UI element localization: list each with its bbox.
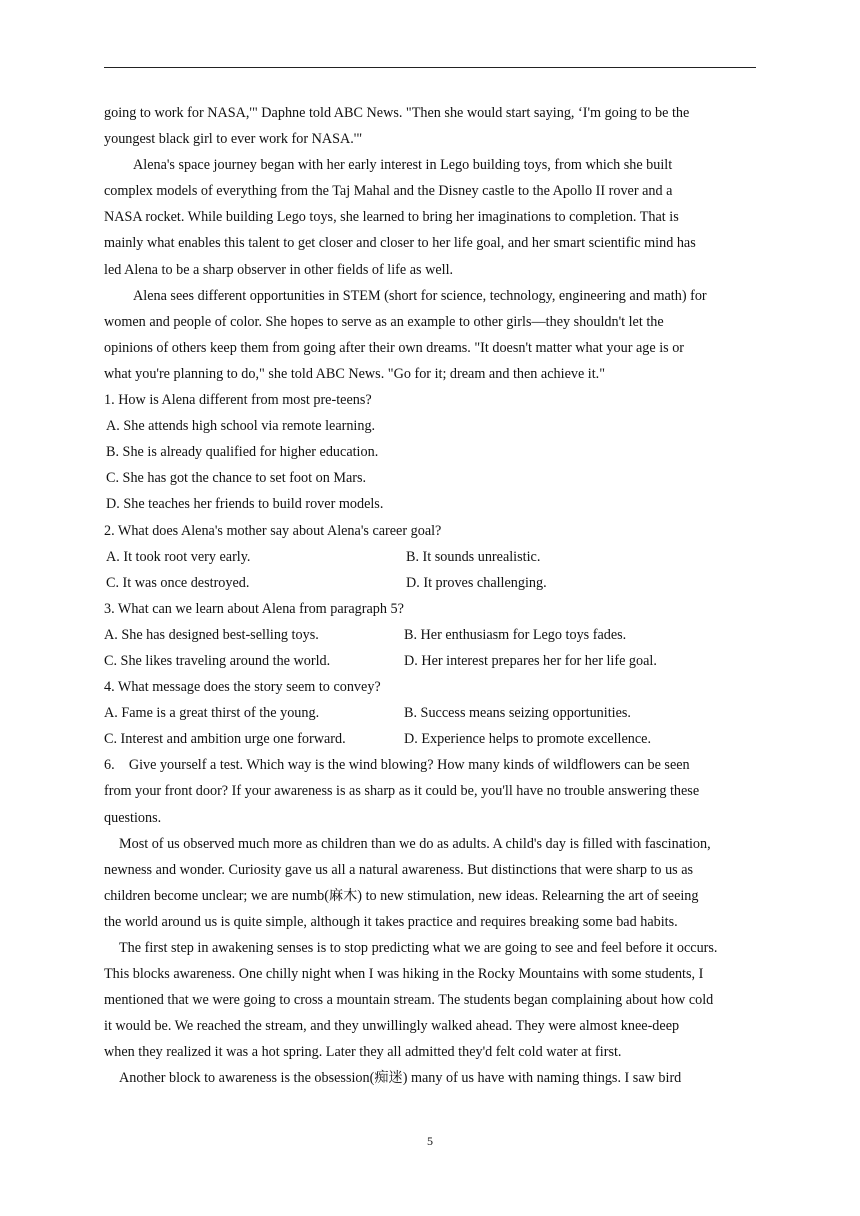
question-1-option-c: C. She has got the chance to set foot on Mars. bbox=[106, 470, 367, 487]
text-line: questions. bbox=[104, 809, 162, 826]
text-line: the world around us is quite simple, although it takes practice and requires breaking some bad habits. bbox=[104, 913, 678, 930]
text-line: opinions of others keep them from going after their own dreams. "It doesn't matter what your age is or bbox=[104, 339, 685, 356]
text-line: when they realized it was a hot spring. Later they all admitted they'd felt cold water at first. bbox=[104, 1044, 622, 1061]
paragraph-start: Most of us observed much more as children than we do as adults. A child's day is filled with fascination, bbox=[119, 835, 711, 852]
question-2-row-ab bbox=[104, 544, 764, 570]
paragraph-start: Alena's space journey began with her early interest in Lego building toys, from which she built bbox=[133, 157, 673, 174]
text-line: women and people of color. She hopes to serve as an example to other girls—they shouldn't let the bbox=[104, 313, 664, 330]
question-2-option-c: C. It was once destroyed. bbox=[106, 574, 250, 591]
question-4-option-a: A. Fame is a great thirst of the young. bbox=[104, 705, 320, 722]
text-line: going to work for NASA,'" Daphne told ABC News. "Then she would start saying, ‘I'm going to be the bbox=[104, 105, 690, 121]
question-4-option-c: C. Interest and ambition urge one forward. bbox=[104, 731, 346, 748]
text-line: mentioned that we were going to cross a mountain stream. The students began complaining about how cold bbox=[104, 992, 714, 1009]
question-4-row-cd bbox=[104, 726, 764, 752]
question-2-option-a: A. It took root very early. bbox=[106, 548, 251, 565]
question-3-stem: 3. What can we learn about Alena from paragraph 5? bbox=[104, 600, 404, 617]
question-3-option-b: B. Her enthusiasm for Lego toys fades. bbox=[404, 626, 627, 643]
paragraph-start: Alena sees different opportunities in STEM (short for science, technology, engineering and math) for bbox=[133, 287, 707, 304]
question-3-option-c: C. She likes traveling around the world. bbox=[104, 652, 331, 669]
text-line: youngest black girl to ever work for NASA.'" bbox=[104, 131, 363, 148]
question-1-option-d: D. She teaches her friends to build rover models. bbox=[106, 496, 384, 513]
question-4-option-b: B. Success means seizing opportunities. bbox=[404, 705, 631, 722]
text-line: complex models of everything from the Taj Mahal and the Disney castle to the Apollo II rover and a bbox=[104, 183, 673, 200]
question-1-stem: 1. How is Alena different from most pre-teens? bbox=[104, 392, 372, 409]
question-1-option-b: B. She is already qualified for higher education. bbox=[106, 444, 379, 461]
header-rule bbox=[104, 67, 756, 68]
question-2-option-b: B. It sounds unrealistic. bbox=[406, 548, 541, 565]
text-line: This blocks awareness. One chilly night when I was hiking in the Rocky Mountains with some students, I bbox=[104, 966, 704, 983]
text-line: children become unclear; we are numb(麻木) to new stimulation, new ideas. Relearning the art of seeing bbox=[104, 887, 699, 904]
text-line: what you're planning to do," she told ABC News. "Go for it; dream and then achieve it." bbox=[104, 365, 606, 382]
question-2-option-d: D. It proves challenging. bbox=[406, 574, 547, 591]
question-4-stem: 4. What message does the story seem to convey? bbox=[104, 679, 381, 696]
page-number: 5 bbox=[427, 1134, 433, 1148]
question-3-option-d: D. Her interest prepares her for her life goal. bbox=[404, 652, 657, 669]
question-3-row-cd bbox=[104, 648, 764, 674]
passage-2-start: 6. Give yourself a test. Which way is the wind blowing? How many kinds of wildflowers can be seen bbox=[104, 757, 690, 774]
text-line: newness and wonder. Curiosity gave us all a natural awareness. But distinctions that were sharp to us as bbox=[104, 861, 694, 878]
text-line: led Alena to be a sharp observer in other fields of life as well. bbox=[104, 261, 454, 278]
question-1-option-a: A. She attends high school via remote learning. bbox=[106, 418, 376, 435]
text-line: from your front door? If your awareness is as sharp as it could be, you'll have no trouble answering these bbox=[104, 783, 700, 800]
question-2-stem: 2. What does Alena's mother say about Alena's career goal? bbox=[104, 522, 442, 539]
question-3-row-ab bbox=[104, 622, 764, 648]
paragraph-start: Another block to awareness is the obsession(痴迷) many of us have with naming things. I saw bird bbox=[119, 1070, 682, 1087]
question-3-option-a: A. She has designed best-selling toys. bbox=[104, 626, 319, 643]
question-4-row-ab bbox=[104, 700, 764, 726]
text-line: it would be. We reached the stream, and they unwillingly walked ahead. They were almost knee-deep bbox=[104, 1018, 680, 1035]
question-2-row-cd bbox=[104, 570, 764, 596]
text-line: NASA rocket. While building Lego toys, she learned to bring her imaginations to completion. That is bbox=[104, 209, 679, 226]
page-body bbox=[104, 100, 764, 1092]
text-line: mainly what enables this talent to get closer and closer to her life goal, and her smart scientific mind has bbox=[104, 235, 696, 252]
paragraph-start: The first step in awakening senses is to stop predicting what we are going to see and feel before it occurs. bbox=[119, 940, 718, 956]
question-4-option-d: D. Experience helps to promote excellence. bbox=[404, 731, 651, 748]
